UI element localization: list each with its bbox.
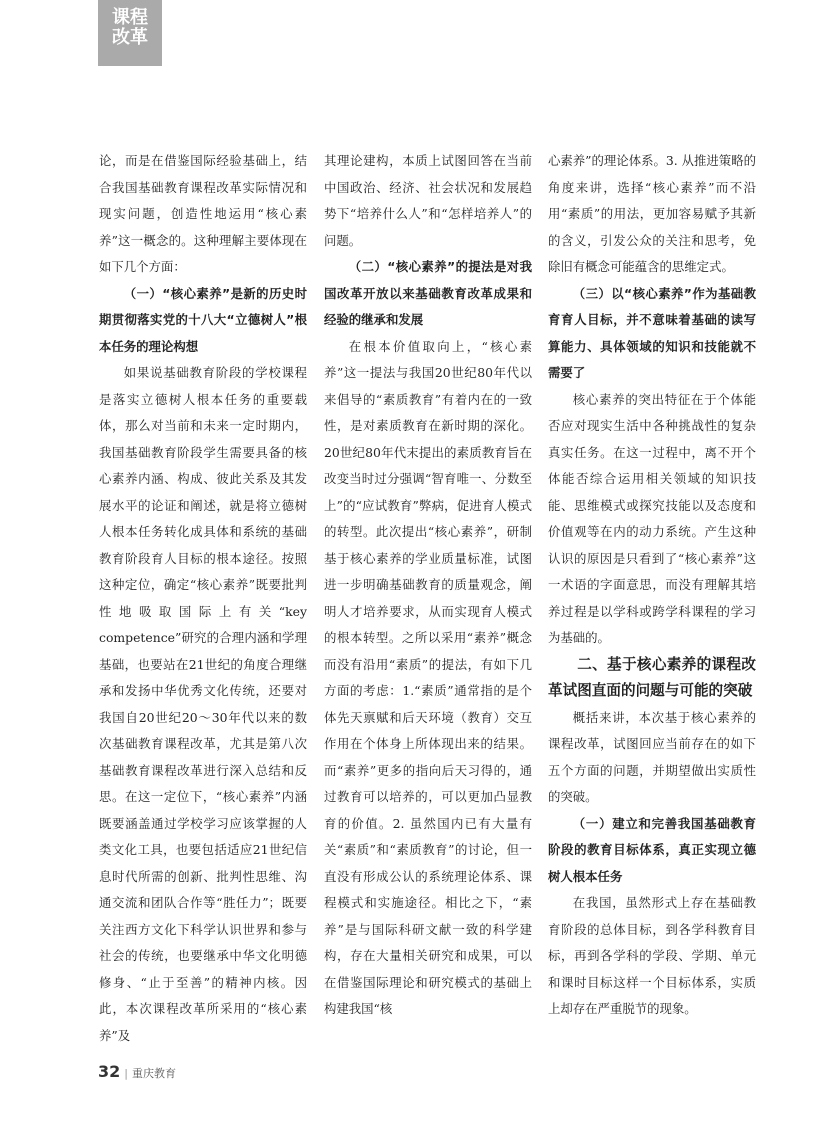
section-heading: 二、基于核心素养的课程改革试图直面的问题与可能的突破 [548,655,756,699]
paragraph: 概括来讲，本次基于核心素养的课程改革，试图回应当前存在的如下五个方面的问题，并期望做出实质性的突破。 [548,709,756,804]
column-1 [99,148,307,1049]
subsection-heading: （一）“核心素养”是新的历史时期贯彻落实党的十八大“立德树人”根本任务的理论构想 [99,285,307,354]
page-footer [98,1062,176,1081]
section-tag [98,0,162,66]
paragraph: 如果说基础教育阶段的学校课程是落实立德树人根本任务的重要载体，那么对当前和未来一定时期内，我国基础教育阶段学生需要具备的核心素养内涵、构成、彼此关系及其发展水平的论证和阐述，就是将立德树人根本任务转化成具体和系统的基础教育阶段育人目标的根本途径。按照这种定位，确定“核心素养”既要批判性地吸取国际上有关“key competence”研究的合理内涵和学理基础，也要站在21世纪的角度合理继承和发扬中华优秀文化传统，还要对我国自20世纪20～30年代以来的数次基础教育课程改革，尤其是第八次基础教育课程改革进行深入总结和反思。在这一定位下，“核心素养”内涵既要涵盖通过学校学习应该掌握的人类文化工具，也要包括适应21世纪信息时代所需的创新、批判性思维、沟通交流和团队合作等“胜任力”；既要关注西方文化下科学认识世界和参与社会的传统，也要继承中华文化明德修身、“止于至善”的精神内核。因此，本次课程改革所采用的“核心素养”及 [99,365,307,1043]
subsection-heading: （二）“核心素养”的提法是对我国改革开放以来基础教育改革成果和经验的继承和发展 [324,259,532,327]
subsection-heading: （三）以“核心素养”作为基础教育育人目标，并不意味着基础的读写算能力、具体领域的知识和技能就不需要了 [548,285,756,380]
column-2 [324,148,532,1023]
column-3 [548,148,756,1023]
paragraph: 在根本价值取向上，“核心素养”这一提法与我国20世纪80年代以来倡导的“素质教育”有着内在的一致性，是对素质教育在新时期的深化。20世纪80年代末提出的素质教育旨在改变当时过分强调“智育唯一、分数至上”的“应试教育”弊病，促进育人模式的转型。此次提出“核心素养”，研制基于核心素养的学业质量标准，试图进一步明确基础教育的质量观念，阐明人才培养要求，从而实现育人模式的根本转型。之所以采用“素养”概念而没有沿用“素质”的提法，有如下几方面的考虑：1.“素质”通常指的是个体先天禀赋和后天环境（教育）交互作用在个体身上所体现出来的结果。而“素养”更多的指向后天习得的，通过教育可以培养的，可以更加凸显教育的价值。2. 虽然国内已有大量有关“素质”和“素质教育”的讨论，但一直没有形成公认的系统理论体系、课程模式和实施途径。相比之下，“素养”是与国际科研文献一致的科学建构，存在大量相关研究和成果，可以在借鉴国际理论和研究模式的基础上构建我国“核 [324,338,532,1016]
subsection-heading: （一）建立和完善我国基础教育阶段的教育目标体系，真正实现立德树人根本任务 [548,815,756,884]
paragraph: 论，而是在借鉴国际经验基础上，结合我国基础教育课程改革实际情况和现实问题，创造性地运用“核心素养”这一概念的。这种理解主要体现在如下几个方面： [99,153,307,274]
section-tag-line2: 改革 [112,27,148,48]
journal-name: 重庆教育 [131,1067,176,1080]
paragraph: 核心素养的突出特征在于个体能否应对现实生活中各种挑战性的复杂真实任务。在这一过程中，离不开个体能否综合运用相关领域的知识技能、思维模式或探究技能以及态度和价值观等在内的动力系统。产生这种认识的原因是只看到了“核心素养”这一术语的字面意思，而没有理解其培养过程是以学科或跨学科课程的学习为基础的。 [548,391,756,645]
footer-separator: | [124,1067,128,1080]
paragraph: 在我国，虽然形式上存在基础教育阶段的总体目标，到各学科教育目标，再到各学科的学段、学期、单元和课时目标这样一个目标体系，实质上却存在严重脱节的现象。 [548,895,756,1016]
paragraph: 其理论建构，本质上试图回答在当前中国政治、经济、社会状况和发展趋势下“培养什么人”和“怎样培养人”的问题。 [324,153,532,248]
page-number: 32 [98,1062,121,1081]
paragraph: 心素养”的理论体系。3. 从推进策略的角度来讲，选择“核心素养”而不沿用“素质”的用法，更加容易赋予其新的含义，引发公众的关注和思考，免除旧有概念可能蕴含的思维定式。 [548,153,756,274]
section-tag-line1: 课程 [112,7,148,28]
